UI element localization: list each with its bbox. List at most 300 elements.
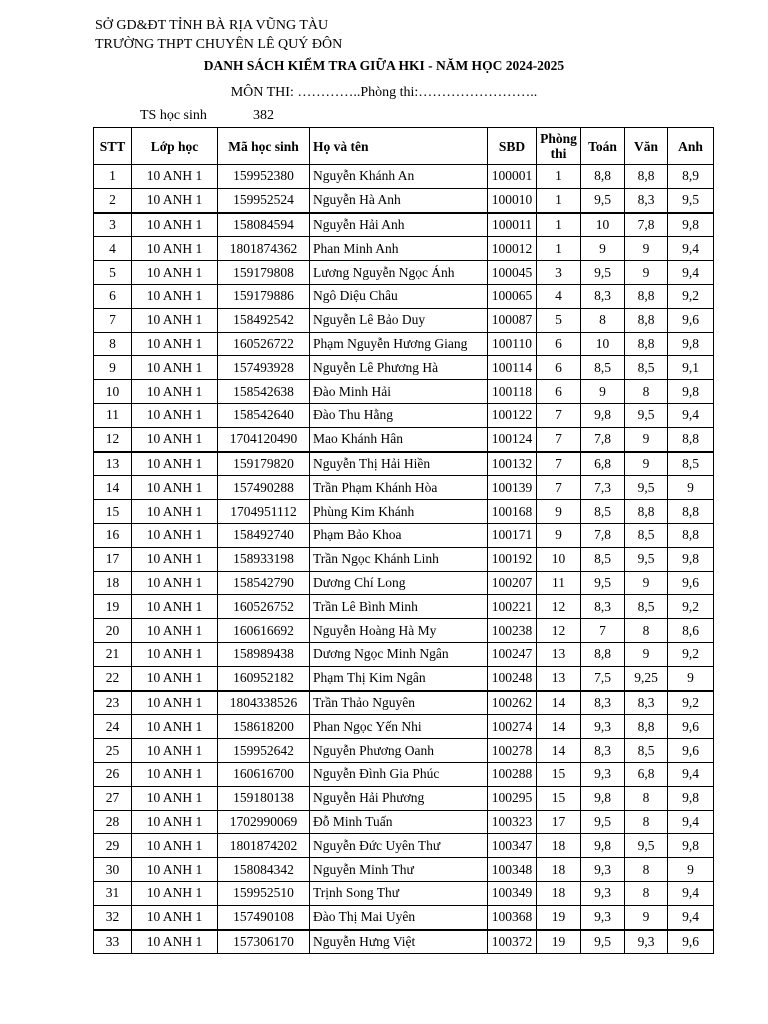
room-cell: 14: [537, 715, 581, 739]
name-cell: Trần Phạm Khánh Hòa: [310, 476, 488, 500]
sbd-cell: 100348: [488, 858, 537, 882]
student-id-cell: 160526722: [218, 332, 310, 356]
col-header-literature: Văn: [625, 128, 668, 165]
class-cell: 10 ANH 1: [132, 476, 218, 500]
literature-score-cell: 8: [625, 858, 668, 882]
stt-cell: 22: [94, 666, 132, 690]
sbd-cell: 100011: [488, 213, 537, 237]
class-cell: 10 ANH 1: [132, 834, 218, 858]
student-id-cell: 1801874202: [218, 834, 310, 858]
table-row: [94, 858, 714, 882]
math-score-cell: 8,3: [581, 595, 625, 619]
math-score-cell: 7,5: [581, 666, 625, 690]
sbd-cell: 100045: [488, 261, 537, 285]
english-score-cell: 9,8: [668, 213, 714, 237]
table-row: [94, 261, 714, 285]
sbd-cell: 100122: [488, 403, 537, 427]
name-cell: Phùng Kim Khánh: [310, 500, 488, 524]
student-id-cell: 159179820: [218, 452, 310, 476]
student-id-cell: 160952182: [218, 666, 310, 690]
room-cell: 14: [537, 739, 581, 763]
sbd-cell: 100065: [488, 284, 537, 308]
student-id-cell: 1702990069: [218, 810, 310, 834]
room-cell: 12: [537, 619, 581, 643]
name-cell: Phan Minh Anh: [310, 237, 488, 261]
table-row: [94, 666, 714, 690]
sbd-cell: 100238: [488, 619, 537, 643]
name-cell: Đào Minh Hải: [310, 380, 488, 404]
table-row: [94, 476, 714, 500]
literature-score-cell: 9: [625, 261, 668, 285]
class-cell: 10 ANH 1: [132, 786, 218, 810]
room-cell: 7: [537, 403, 581, 427]
english-score-cell: 9,8: [668, 332, 714, 356]
math-score-cell: 7,8: [581, 427, 625, 451]
name-cell: Đào Thu Hằng: [310, 403, 488, 427]
english-score-cell: 9,8: [668, 786, 714, 810]
literature-score-cell: 9,5: [625, 476, 668, 500]
name-cell: Trần Lê Bình Minh: [310, 595, 488, 619]
sbd-cell: 100010: [488, 188, 537, 212]
stt-cell: 8: [94, 332, 132, 356]
student-id-cell: 160616700: [218, 762, 310, 786]
stt-cell: 16: [94, 523, 132, 547]
stt-cell: 12: [94, 427, 132, 451]
student-id-cell: 158492740: [218, 523, 310, 547]
literature-score-cell: 8: [625, 810, 668, 834]
english-score-cell: 9,4: [668, 237, 714, 261]
room-cell: 4: [537, 284, 581, 308]
math-score-cell: 9,5: [581, 571, 625, 595]
table-row: [94, 523, 714, 547]
student-score-table: [93, 127, 714, 954]
student-id-cell: 158492542: [218, 308, 310, 332]
sbd-cell: 100295: [488, 786, 537, 810]
math-score-cell: 8,3: [581, 284, 625, 308]
room-cell: 15: [537, 762, 581, 786]
literature-score-cell: 6,8: [625, 762, 668, 786]
class-cell: 10 ANH 1: [132, 691, 218, 715]
literature-score-cell: 8,8: [625, 165, 668, 189]
sbd-cell: 100347: [488, 834, 537, 858]
table-row: [94, 547, 714, 571]
table-row: [94, 571, 714, 595]
english-score-cell: 8,9: [668, 165, 714, 189]
name-cell: Nguyễn Hải Anh: [310, 213, 488, 237]
literature-score-cell: 9: [625, 642, 668, 666]
room-cell: 1: [537, 237, 581, 261]
table-row: [94, 930, 714, 954]
math-score-cell: 9: [581, 380, 625, 404]
literature-score-cell: 8: [625, 786, 668, 810]
stt-cell: 1: [94, 165, 132, 189]
room-cell: 11: [537, 571, 581, 595]
class-cell: 10 ANH 1: [132, 332, 218, 356]
literature-score-cell: 9: [625, 571, 668, 595]
stt-cell: 24: [94, 715, 132, 739]
math-score-cell: 10: [581, 213, 625, 237]
col-header-room: Phòng thi: [537, 128, 581, 165]
room-cell: 13: [537, 666, 581, 690]
name-cell: Trần Thảo Nguyên: [310, 691, 488, 715]
student-total-label: TS học sinh: [140, 108, 207, 123]
document-title: DANH SÁCH KIỂM TRA GIỮA HKI - NĂM HỌC 2024-2025: [203, 58, 565, 73]
sbd-cell: 100274: [488, 715, 537, 739]
table-row: [94, 500, 714, 524]
sbd-cell: 100171: [488, 523, 537, 547]
math-score-cell: 10: [581, 332, 625, 356]
table-row: [94, 739, 714, 763]
class-cell: 10 ANH 1: [132, 595, 218, 619]
class-cell: 10 ANH 1: [132, 762, 218, 786]
student-id-cell: 158542640: [218, 403, 310, 427]
class-cell: 10 ANH 1: [132, 523, 218, 547]
stt-cell: 33: [94, 930, 132, 954]
english-score-cell: 9,2: [668, 642, 714, 666]
english-score-cell: 9,4: [668, 762, 714, 786]
class-cell: 10 ANH 1: [132, 571, 218, 595]
table-row: [94, 881, 714, 905]
table-row: [94, 642, 714, 666]
table-row: [94, 284, 714, 308]
sbd-cell: 100001: [488, 165, 537, 189]
name-cell: Lương Nguyễn Ngọc Ánh: [310, 261, 488, 285]
student-id-cell: 158933198: [218, 547, 310, 571]
english-score-cell: 9,1: [668, 356, 714, 380]
col-header-student-id: Mã học sinh: [218, 128, 310, 165]
name-cell: Phạm Thị Kim Ngân: [310, 666, 488, 690]
stt-cell: 2: [94, 188, 132, 212]
english-score-cell: 8,8: [668, 523, 714, 547]
name-cell: Phạm Nguyễn Hương Giang: [310, 332, 488, 356]
table-row: [94, 762, 714, 786]
math-score-cell: 9,3: [581, 715, 625, 739]
room-cell: 14: [537, 691, 581, 715]
room-cell: 19: [537, 905, 581, 929]
table-row: [94, 356, 714, 380]
sbd-cell: 100139: [488, 476, 537, 500]
sbd-cell: 100110: [488, 332, 537, 356]
student-id-cell: 1704951112: [218, 500, 310, 524]
sbd-cell: 100012: [488, 237, 537, 261]
student-id-cell: 157490288: [218, 476, 310, 500]
name-cell: Dương Chí Long: [310, 571, 488, 595]
student-id-cell: 158542790: [218, 571, 310, 595]
english-score-cell: 8,5: [668, 452, 714, 476]
name-cell: Nguyễn Hoàng Hà My: [310, 619, 488, 643]
sbd-cell: 100323: [488, 810, 537, 834]
name-cell: Phạm Bảo Khoa: [310, 523, 488, 547]
literature-score-cell: 8,5: [625, 739, 668, 763]
student-id-cell: 158618200: [218, 715, 310, 739]
stt-cell: 25: [94, 739, 132, 763]
sbd-cell: 100132: [488, 452, 537, 476]
sbd-cell: 100087: [488, 308, 537, 332]
literature-score-cell: 8,5: [625, 595, 668, 619]
student-id-cell: 157306170: [218, 930, 310, 954]
literature-score-cell: 8: [625, 881, 668, 905]
literature-score-cell: 8,3: [625, 188, 668, 212]
class-cell: 10 ANH 1: [132, 715, 218, 739]
student-id-cell: 157490108: [218, 905, 310, 929]
math-score-cell: 9: [581, 237, 625, 261]
english-score-cell: 9,4: [668, 905, 714, 929]
english-score-cell: 9,6: [668, 739, 714, 763]
sbd-cell: 100124: [488, 427, 537, 451]
exam-subject-line: MÔN THI: …………..Phòng thi:……………………..: [230, 85, 538, 100]
room-cell: 6: [537, 380, 581, 404]
room-cell: 7: [537, 452, 581, 476]
literature-score-cell: 9: [625, 905, 668, 929]
stt-cell: 32: [94, 905, 132, 929]
table-row: [94, 619, 714, 643]
sbd-cell: 100262: [488, 691, 537, 715]
math-score-cell: 8,3: [581, 739, 625, 763]
english-score-cell: 9,4: [668, 810, 714, 834]
table-body: [94, 165, 714, 954]
class-cell: 10 ANH 1: [132, 403, 218, 427]
room-cell: 9: [537, 500, 581, 524]
class-cell: 10 ANH 1: [132, 881, 218, 905]
name-cell: Nguyễn Khánh An: [310, 165, 488, 189]
math-score-cell: 8,5: [581, 356, 625, 380]
sbd-cell: 100368: [488, 905, 537, 929]
class-cell: 10 ANH 1: [132, 642, 218, 666]
literature-score-cell: 8,5: [625, 523, 668, 547]
english-score-cell: 8,8: [668, 427, 714, 451]
name-cell: Dương Ngọc Minh Ngân: [310, 642, 488, 666]
room-cell: 7: [537, 476, 581, 500]
table-row: [94, 691, 714, 715]
department-name: SỞ GD&ĐT TỈNH BÀ RỊA VŨNG TÀU: [95, 18, 329, 33]
english-score-cell: 9,8: [668, 834, 714, 858]
student-id-cell: 159179886: [218, 284, 310, 308]
math-score-cell: 7,3: [581, 476, 625, 500]
col-header-class: Lớp học: [132, 128, 218, 165]
math-score-cell: 8,5: [581, 547, 625, 571]
math-score-cell: 7: [581, 619, 625, 643]
math-score-cell: 9,8: [581, 834, 625, 858]
english-score-cell: 9,4: [668, 261, 714, 285]
room-cell: 10: [537, 547, 581, 571]
sbd-cell: 100221: [488, 595, 537, 619]
student-id-cell: 159952510: [218, 881, 310, 905]
name-cell: Nguyễn Đình Gia Phúc: [310, 762, 488, 786]
math-score-cell: 6,8: [581, 452, 625, 476]
class-cell: 10 ANH 1: [132, 500, 218, 524]
class-cell: 10 ANH 1: [132, 619, 218, 643]
literature-score-cell: 9: [625, 427, 668, 451]
table-row: [94, 403, 714, 427]
name-cell: Nguyễn Hải Phương: [310, 786, 488, 810]
english-score-cell: 9: [668, 666, 714, 690]
class-cell: 10 ANH 1: [132, 213, 218, 237]
table-row: [94, 595, 714, 619]
english-score-cell: 9,8: [668, 547, 714, 571]
name-cell: Nguyễn Thị Hải Hiền: [310, 452, 488, 476]
student-id-cell: 159952642: [218, 739, 310, 763]
name-cell: Nguyễn Hưng Việt: [310, 930, 488, 954]
math-score-cell: 9,5: [581, 261, 625, 285]
english-score-cell: 9,2: [668, 284, 714, 308]
student-id-cell: 1704120490: [218, 427, 310, 451]
literature-score-cell: 8,8: [625, 308, 668, 332]
english-score-cell: 9,5: [668, 188, 714, 212]
table-row: [94, 213, 714, 237]
class-cell: 10 ANH 1: [132, 165, 218, 189]
name-cell: Nguyễn Minh Thư: [310, 858, 488, 882]
table-row: [94, 810, 714, 834]
math-score-cell: 9,3: [581, 881, 625, 905]
stt-cell: 26: [94, 762, 132, 786]
school-name: TRƯỜNG THPT CHUYÊN LÊ QUÝ ĐÔN: [95, 37, 343, 52]
stt-cell: 10: [94, 380, 132, 404]
literature-score-cell: 8,8: [625, 715, 668, 739]
english-score-cell: 9,6: [668, 308, 714, 332]
english-score-cell: 9,8: [668, 380, 714, 404]
room-cell: 7: [537, 427, 581, 451]
stt-cell: 13: [94, 452, 132, 476]
stt-cell: 5: [94, 261, 132, 285]
class-cell: 10 ANH 1: [132, 810, 218, 834]
stt-cell: 21: [94, 642, 132, 666]
stt-cell: 29: [94, 834, 132, 858]
student-id-cell: 160526752: [218, 595, 310, 619]
name-cell: Đỗ Minh Tuấn: [310, 810, 488, 834]
math-score-cell: 9,8: [581, 786, 625, 810]
literature-score-cell: 9,5: [625, 403, 668, 427]
stt-cell: 17: [94, 547, 132, 571]
stt-cell: 7: [94, 308, 132, 332]
room-cell: 12: [537, 595, 581, 619]
room-cell: 1: [537, 213, 581, 237]
name-cell: Trịnh Song Thư: [310, 881, 488, 905]
name-cell: Nguyễn Lê Phương Hà: [310, 356, 488, 380]
name-cell: Đào Thị Mai Uyên: [310, 905, 488, 929]
stt-cell: 23: [94, 691, 132, 715]
class-cell: 10 ANH 1: [132, 930, 218, 954]
student-id-cell: 157493928: [218, 356, 310, 380]
literature-score-cell: 8: [625, 619, 668, 643]
stt-cell: 31: [94, 881, 132, 905]
room-cell: 1: [537, 165, 581, 189]
room-cell: 15: [537, 786, 581, 810]
english-score-cell: 9,6: [668, 930, 714, 954]
stt-cell: 20: [94, 619, 132, 643]
math-score-cell: 9,3: [581, 858, 625, 882]
room-cell: 13: [537, 642, 581, 666]
class-cell: 10 ANH 1: [132, 284, 218, 308]
class-cell: 10 ANH 1: [132, 666, 218, 690]
name-cell: Phan Ngọc Yến Nhi: [310, 715, 488, 739]
literature-score-cell: 8,3: [625, 691, 668, 715]
math-score-cell: 9,5: [581, 930, 625, 954]
literature-score-cell: 8,8: [625, 284, 668, 308]
student-id-cell: 159180138: [218, 786, 310, 810]
english-score-cell: 9: [668, 476, 714, 500]
name-cell: Trần Ngọc Khánh Linh: [310, 547, 488, 571]
literature-score-cell: 9,5: [625, 547, 668, 571]
literature-score-cell: 9,5: [625, 834, 668, 858]
english-score-cell: 9,2: [668, 595, 714, 619]
student-id-cell: 160616692: [218, 619, 310, 643]
stt-cell: 28: [94, 810, 132, 834]
name-cell: Nguyễn Phương Oanh: [310, 739, 488, 763]
room-cell: 6: [537, 356, 581, 380]
class-cell: 10 ANH 1: [132, 739, 218, 763]
literature-score-cell: 8,8: [625, 500, 668, 524]
english-score-cell: 9: [668, 858, 714, 882]
literature-score-cell: 8,8: [625, 332, 668, 356]
name-cell: Nguyễn Hà Anh: [310, 188, 488, 212]
english-score-cell: 9,6: [668, 715, 714, 739]
english-score-cell: 9,4: [668, 881, 714, 905]
stt-cell: 11: [94, 403, 132, 427]
name-cell: Mao Khánh Hân: [310, 427, 488, 451]
sbd-cell: 100372: [488, 930, 537, 954]
table-row: [94, 905, 714, 929]
name-cell: Ngô Diệu Châu: [310, 284, 488, 308]
sbd-cell: 100207: [488, 571, 537, 595]
stt-cell: 19: [94, 595, 132, 619]
table-row: [94, 786, 714, 810]
literature-score-cell: 9,25: [625, 666, 668, 690]
student-id-cell: 158084594: [218, 213, 310, 237]
student-id-cell: 158542638: [218, 380, 310, 404]
room-cell: 18: [537, 881, 581, 905]
col-header-stt: STT: [94, 128, 132, 165]
name-cell: Nguyễn Lê Bảo Duy: [310, 308, 488, 332]
english-score-cell: 9,6: [668, 571, 714, 595]
table-header-row: [94, 128, 714, 165]
math-score-cell: 8,8: [581, 165, 625, 189]
stt-cell: 4: [94, 237, 132, 261]
student-id-cell: 158989438: [218, 642, 310, 666]
english-score-cell: 8,6: [668, 619, 714, 643]
class-cell: 10 ANH 1: [132, 427, 218, 451]
table-row: [94, 427, 714, 451]
stt-cell: 18: [94, 571, 132, 595]
math-score-cell: 8: [581, 308, 625, 332]
class-cell: 10 ANH 1: [132, 858, 218, 882]
math-score-cell: 9,3: [581, 905, 625, 929]
math-score-cell: 9,5: [581, 188, 625, 212]
english-score-cell: 8,8: [668, 500, 714, 524]
sbd-cell: 100192: [488, 547, 537, 571]
student-id-cell: 159952524: [218, 188, 310, 212]
literature-score-cell: 7,8: [625, 213, 668, 237]
col-header-full-name: Họ và tên: [310, 128, 488, 165]
student-id-cell: 1804338526: [218, 691, 310, 715]
room-cell: 18: [537, 858, 581, 882]
sbd-cell: 100118: [488, 380, 537, 404]
literature-score-cell: 8,5: [625, 356, 668, 380]
sbd-cell: 100288: [488, 762, 537, 786]
class-cell: 10 ANH 1: [132, 547, 218, 571]
stt-cell: 27: [94, 786, 132, 810]
table-row: [94, 188, 714, 212]
stt-cell: 3: [94, 213, 132, 237]
room-cell: 6: [537, 332, 581, 356]
table-row: [94, 165, 714, 189]
table-row: [94, 834, 714, 858]
english-score-cell: 9,4: [668, 403, 714, 427]
math-score-cell: 8,8: [581, 642, 625, 666]
room-cell: 17: [537, 810, 581, 834]
room-cell: 1: [537, 188, 581, 212]
table-row: [94, 380, 714, 404]
room-cell: 19: [537, 930, 581, 954]
